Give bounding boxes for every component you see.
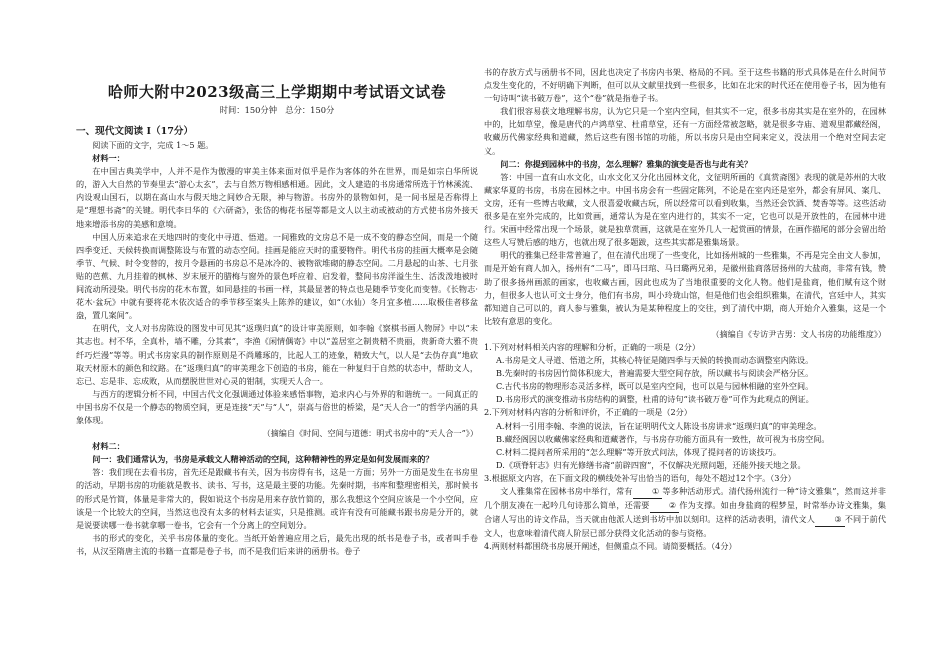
m2-question-two: 问二：你提到园林中的书房，怎么理解？雅集的演变是否也与此有关？ <box>500 158 753 169</box>
q3-text: 等多种活动形式。清代扬州流行一种“诗文雅集”，然而这并非几个朋友凑在一起吟几句诗那么简单，还需要 <box>484 486 886 511</box>
m2-paragraph: 我们很容易获文地理解书房，认为它只是一个室内空间，但其实不一定，很多书房其实是在室外的，在园林中的，比如草堂，像是唐代的卢鸿草堂、杜甫草堂，还有一方面经常被忽略，就是很多寺庙、道观里都藏经阁，收藏历代佛家经典和道藏，然后这些有图书馆的功能，所以书房只是由空间来定义，没法用一个绝对空间去定义。 <box>484 106 886 156</box>
left-column <box>76 82 478 558</box>
question-4-stem: 4.两则材料都围绕书房展开阐述，但侧重点不同。请简要概括。（4分） <box>484 541 737 552</box>
q3-text: 作为支撑。如由身盐商的程梦星，时常举办诗文雅集，集合诸人写出的诗文作品，当天就由他派人送到书坊中加以刻印。这样的活动表明，清代文人 <box>484 500 886 525</box>
m1-paragraph: 在中国古典美学中，人并不是作为傲漫的审美主体来面对似乎是作为客体的外在世界，而是如宗白华所说的，游入大自然的节奏里去“游心太玄”，去与自然万物相感相通。因此，文人建造的书房通常所选于竹林溪流、内设观山国石，以期在高山水与假天地之间妙合无限，神与物游。书房外的景物如何，是一间书屋是否称得上是“理想书斋”的关键。明代李日华的《六研斋》，张岱的梅花书屋等都是文人以主动或被动的方式使书房外接天地来增添书房的美感和意境。 <box>76 166 478 229</box>
question-3-stem: 3.根据原文内容，在下面文段的横线处补写出恰当的语句，每处不超过12个字。（3分） <box>484 472 796 483</box>
blank-1[interactable]: ① <box>633 485 663 499</box>
material-one-label: 材料一： <box>92 153 125 164</box>
material-two-label: 材料二： <box>92 441 125 452</box>
question-2-option: D.《项脊轩志》归有光修缮书斋“前辟四窗”，不仅解决光照问题，还能外接天地之景。 <box>496 459 806 470</box>
m2-paragraph: 书的形式的变化，关乎书房体量的变化。当纸开始普遍应用之后，最先出现的纸书是卷子书，或者叫手卷书，从汉至隋唐主流的书籍一直都是卷子书，而不是我们后来讲的函册书。卷子 <box>76 532 478 556</box>
question-2-option: C.材料二提问者所采用的“怎么理解”等开放式问法，体现了提问者的访谈技巧。 <box>496 446 781 457</box>
m2-source: （摘编自《专访尹吉男：文人书房的功能维度》） <box>711 328 886 339</box>
exam-meta: 时间：150分钟 总分：150分 <box>219 105 335 115</box>
m2-answer-paragraph: 明代的雅集已经非常普遍了，但在清代出现了一些变化，比如扬州城的一些雅集，不再是完全由文人参加，而是开始有商人加入，扬州有“二马”，即马曰琯、马曰璐两兄弟，是徽州盐商落居扬州的大盐商，非常有钱，赞助了很多扬州画派的画家，也收藏古画，因此也成为了当地很重要的文化人物。他们是盐商，他们赋有这个财力，但很多人也认可文士身分，他们有书房，叫小玲珑山馆，但是他们也会组织雅集，在清代，宫廷中人，其实都知道自己可以的，商人参与雅集，被认为是某种程度上的交往，到了清代中期，商人开始介入雅集，这是一个比较有意思的变化。 <box>484 250 886 326</box>
question-1-option: A.书房是文人寻道、悟道之所，其核心特征是随四季与天候的转换而动态调整室内陈设。 <box>496 355 814 366</box>
question-1-option: B.先秦时的书房因竹简体积庞大，普遍需要大型空间存放，所以藏书与阅读会严格分区。 <box>496 368 814 379</box>
m2-continued-paragraph: 书的存放方式与函册书不同，因此也决定了书房内书架、格局的不同。至于这些书籍的形式具体是在什么时间节点发生变化的，不好明确下判断，但可以从文献里找到一些很多，比如在北宋的时代还在使用卷子书，因为他有一句诗叫“读书破万卷”，这个“卷”就是指卷子书。 <box>484 67 886 104</box>
m2-question-one: 问一：我们通常认为，书房是承载文人精神活动的空间，这种精神性的界定是如何发展而来的？ <box>92 454 434 465</box>
m1-paragraph: 与西方的逻辑分析不同，中国古代文化强调通过体验来感悟事物，追求内心与外界的和谐统一。一间真正的中国书房不仅是一个静态的物质空间，更是连接“天”与“人”，崇高与俗世的桥梁，是“天人合一”的哲学内涵的具象体现。 <box>76 388 478 425</box>
m2-paragraph: 答：我们现在去看书房，首先还是跟藏书有关，因为书房得有书，这是一方面；另外一方面是发生在书房里的活动，早期书房的功能就是教书、读书、写书，这是最主要的功能。先秦时期，书库和整理密相关，那时候书的形式是竹简，体量是非常大的，假如说这个书房是用来存放竹简的，那么我想这个空间应该是一个小空间，应该是一个比较大的空间，当然这也没有太多的材料去证实，只是推测。或许有没有可能藏书跟书房是分开的，就是说要读哪一卷书就拿哪一卷书，它会有一个分离上的空间划分。 <box>76 467 478 530</box>
question-1-option: C.古代书房的物理形态灵活多样，既可以是室内空间，也可以是与园林相融的室外空间。 <box>496 381 814 392</box>
m2-answer-paragraph: 答：中国一直有山水文化，山水文化又分化出园林文化，文征明所画的《真赏斋图》表现的就是苏州的大收藏家华夏的书房，书房在园林之中。中国书房会有一些固定陈列，不论是在室内还是室外，都会有屏风、案几、文房，还有一些博古收藏，文人很喜爱收藏古玩，所以经常可以看到收集，当然还会饮酒、焚香等等。这些活动很多是在室外完成的，比如赏画，通常认为是在室内进行的，其实不一定，它也可以是开放性的，在园林中进行。宋画中经常出现一个场景，就是独草赏画，这就是在室外几人一起赏画的情景，在画作描尾的部分会留出给这些人写赞后感的地方，也就出现了很多题跋，这些其实都是雅集场景。 <box>484 171 886 248</box>
question-3-passage <box>484 485 886 540</box>
q3-text: 文人雅集常在园林书房中举行，常有 <box>500 486 633 496</box>
question-1-option: D.书房形式的演变推动书房结构的调整，杜甫的诗句“读书破万卷”可作为此观点的例证。 <box>496 394 814 405</box>
blank-3[interactable]: ③ <box>815 513 845 527</box>
q3-text: 不同于前代文人，也意味着清代商人阶层已部分获得文化活动的参与资格。 <box>484 514 886 539</box>
question-2-stem: 2.下列对材料内容的分析和评价，不正确的一项是（2分） <box>484 407 692 418</box>
m1-paragraph: 中国人历来追求在天地四时的变化中寻道、悟道。一间雅致的文房总不是一成不变的静态空间，而是一个随四季变迁、天候转换而调整陈设与布置的动态空间。挂画是能应天时的重要物件。明代书房的挂画大概率是会随季节、气候、时令变替的，按月令悬画的书房总不是冰冷的、被物欲堆砌的静态空间。二月悬起的山茶、七月张贴的芭蕉、九月挂着的枫林、岁末展开的腊梅与窗外的景色呼应着、启发着，整间书房洋溢生生、活泼泼地被时间流动所浸染。明代书房的花木布置，如同悬挂的书画一样，其最显著的特点也是随季节变化而变替。《长物志·花木·盆玩》中就有要将花木依次适合的季节移至案头上陈养的建议，如“（水仙）冬月宜多植……取极佳者移盆盎，置几案间”。 <box>76 231 478 321</box>
m1-source: （摘编自《时间、空间与道德：明式书房中的“天人合一”》） <box>262 428 478 439</box>
exam-title: 哈师大附中2023级高三上学期期中考试语文试卷 <box>107 83 447 101</box>
right-column <box>484 66 886 553</box>
blank-2[interactable]: ② <box>650 499 680 513</box>
instruction: 阅读下面的文字，完成 1～5 题。 <box>92 140 214 150</box>
question-2-option: B.藏经阁因以收藏佛家经典和道藏著作，与书房存功能方面具有一致性，故可视为书房空间。 <box>496 433 830 444</box>
m1-paragraph: 在明代，文人对书房陈设的图发中可见其“返璞归真”的设计审美原则，如李翰《察棋书画人物屏》中以“未其志也。村不华，全真朴，墙不雕，分其素”，李渔《闲情偶寄》中以“盖居室之制贵精不贵丽，贵新奇大雅不贵纤巧烂漫”等等。明式书房家具的制作原则是不尚雕琢的，比起人工的迹象，精致大气，以人是“去伪存真”地砍取天材原木的颜色和纹路。在“返璞归真”的审美理念下创造的书房，能在一种复归于自然的状态中，帮助文人，忘已、忘是非、忘成败，从而摆脱世世对心灵的钳制，实现天人合一。 <box>76 323 478 386</box>
question-2-option: A.材料一引用李翰、李渔的说法，旨在证明明代文人陈设书房讲求“返璞归真”的审美理念。 <box>496 420 822 431</box>
question-1-stem: 1.下列对材料相关内容的理解和分析，正确的一项是（2分） <box>484 341 701 352</box>
section-title: 一、现代文阅读 I（17分） <box>76 126 194 137</box>
